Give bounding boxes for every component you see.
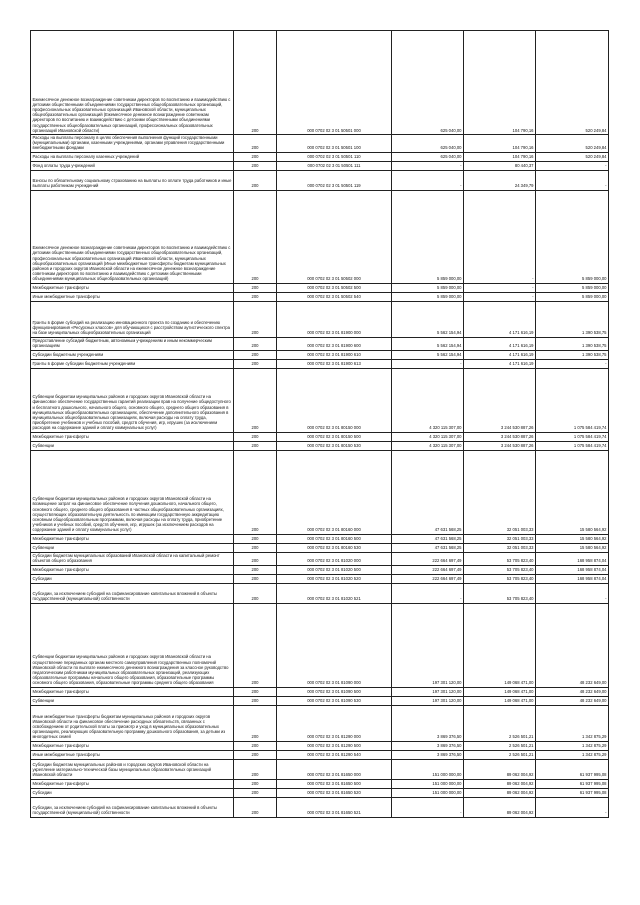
row-executed: 53 705 823,40 (464, 565, 536, 574)
row-code: 200 (234, 603, 277, 687)
row-planned: 625 040,00 (392, 152, 464, 161)
row-classification: 000 0702 02 3 01 50502 500 (277, 283, 392, 292)
row-planned: 47 631 568,25 (392, 543, 464, 552)
row-name: Субсидии бюджетным учреждениям (31, 350, 234, 359)
row-classification: 000 0702 02 3 01 50501 110 (277, 152, 392, 161)
row-executed: 104 790,16 (464, 135, 536, 153)
row-name: Субвенции (31, 543, 234, 552)
table-row (31, 161, 609, 170)
row-planned: 151 000 000,00 (392, 779, 464, 788)
row-code: 200 (234, 441, 277, 450)
row-classification: 000 0702 02 3 01 50501 000 (277, 31, 392, 135)
row-executed: 4 171 616,19 (464, 350, 536, 359)
table-row (31, 543, 609, 552)
row-executed: 3 244 530 887,26 (464, 441, 536, 450)
row-name: Межбюджетные трансферты (31, 432, 234, 441)
row-name: Субвенции бюджетам муниципальных районов и городских округов Ивановской области на возмещение затрат на финансовое обеспечение получения дошкольного, начального общего, основного общего, среднего общего образования в частных общеобразовательных организациях, осуществляющих образовательную деятельность по имеющим государственную аккредитацию основным общеобразовательным программам, включая расходы на оплату труда, приобретение учебников и учебных пособий, средств обучения, игр, игрушек (за исключением расходов на содержание зданий и оплату коммунальных услуг) (31, 450, 234, 534)
row-classification: 000 0702 02 3 01 81020 500 (277, 565, 392, 574)
table-row (31, 368, 609, 432)
table-row (31, 741, 609, 750)
row-planned: 4 320 115 307,00 (392, 432, 464, 441)
row-name: Иные межбюджетные трансферты (31, 750, 234, 759)
table-row (31, 441, 609, 450)
row-remaining: - (536, 359, 609, 368)
row-name: Субсидии бюджетам муниципальных районов и городских округов Ивановской области на укрепление материально-технической базы муниципальных образовательных организаций Ивановской области (31, 759, 234, 779)
row-code: 200 (234, 432, 277, 441)
row-code: 200 (234, 170, 277, 190)
table-row (31, 603, 609, 687)
table-row (31, 788, 609, 797)
row-classification: 000 0702 02 3 01 80160 500 (277, 534, 392, 543)
row-name: Предоставление субсидий бюджетным, автономным учреждениям и иным некоммерческим организациям (31, 337, 234, 350)
row-code: 200 (234, 337, 277, 350)
row-code: 200 (234, 135, 277, 153)
row-classification: 000 0702 02 3 01 80150 000 (277, 368, 392, 432)
row-planned: 3 869 376,50 (392, 750, 464, 759)
row-code: 200 (234, 696, 277, 705)
row-executed: 32 051 003,33 (464, 534, 536, 543)
row-executed: 2 526 501,21 (464, 750, 536, 759)
row-classification: 000 0702 02 3 01 81020 000 (277, 552, 392, 565)
row-code: 200 (234, 301, 277, 337)
row-name: Субсидии, за исключением субсидий на софинансирование капитальных вложений в объекты государственной (муниципальной) собственности (31, 797, 234, 817)
row-name: Межбюджетные трансферты (31, 687, 234, 696)
row-name: Иные межбюджетные трансферты (31, 292, 234, 301)
table-row (31, 759, 609, 779)
row-remaining: 15 580 564,92 (536, 534, 609, 543)
row-planned: 222 664 697,49 (392, 565, 464, 574)
row-remaining: - (536, 797, 609, 817)
table-row (31, 31, 609, 135)
row-name: Субсидии (31, 788, 234, 797)
row-code: 200 (234, 543, 277, 552)
row-remaining: 1 390 538,75 (536, 350, 609, 359)
row-code: 200 (234, 359, 277, 368)
budget-table-body (31, 31, 609, 818)
row-remaining: 168 958 874,04 (536, 565, 609, 574)
table-row (31, 359, 609, 368)
table-row (31, 779, 609, 788)
row-name: Межбюджетные трансферты (31, 283, 234, 292)
row-executed: 149 068 471,00 (464, 696, 536, 705)
row-classification: 000 0702 02 3 01 81290 540 (277, 750, 392, 759)
row-classification: 000 0702 02 3 01 50502 540 (277, 292, 392, 301)
row-name: Расходы на выплаты персоналу в целях обеспечения выполнения функций государственными (муниципальными) органами, казенными учреждениями, органами управления государственными внебюджетными фондами (31, 135, 234, 153)
row-code: 200 (234, 283, 277, 292)
row-planned: 5 859 000,00 (392, 292, 464, 301)
row-classification: 000 0702 02 3 01 81900 000 (277, 301, 392, 337)
row-code: 200 (234, 450, 277, 534)
row-classification: 000 0702 02 3 01 80150 530 (277, 441, 392, 450)
row-planned: 197 301 120,00 (392, 603, 464, 687)
row-planned: 47 631 568,25 (392, 450, 464, 534)
table-row (31, 152, 609, 161)
row-planned: - (392, 583, 464, 603)
table-row (31, 687, 609, 696)
row-planned: 197 301 120,00 (392, 687, 464, 696)
row-name: Ежемесячное денежное вознаграждение советникам директоров по воспитанию и взаимодействию с детскими общественными объединениями государственных общеобразовательных организаций, профессиональных образовательных организаций Ивановской области, муниципальных общеобразовательных организаций (Иные межбюджетные трансферты бюджетам муниципальных районов и городских округов Ивановской области на ежемесячное денежное вознаграждение советникам директоров по воспитанию и взаимодействию с детскими общественными объединениями муниципальных общеобразовательных организаций) (31, 190, 234, 283)
row-name: Субвенции (31, 441, 234, 450)
row-executed: 89 062 004,92 (464, 779, 536, 788)
row-classification: 000 0702 02 3 01 50502 000 (277, 190, 392, 283)
row-name: Расходы на выплаты персоналу казенных учреждений (31, 152, 234, 161)
row-executed: 53 705 823,40 (464, 552, 536, 565)
table-row (31, 350, 609, 359)
row-code: 200 (234, 152, 277, 161)
row-remaining: 61 937 995,08 (536, 788, 609, 797)
row-remaining: 1 075 584 419,74 (536, 368, 609, 432)
row-planned: 4 320 115 307,00 (392, 441, 464, 450)
row-code: 200 (234, 750, 277, 759)
table-row (31, 705, 609, 741)
row-code: 200 (234, 31, 277, 135)
row-executed: - (464, 190, 536, 283)
row-executed: 4 171 616,19 (464, 301, 536, 337)
row-classification: 000 0702 02 3 01 81020 520 (277, 574, 392, 583)
row-classification: 000 0702 02 3 01 81020 521 (277, 583, 392, 603)
row-classification: 000 0702 02 3 01 80160 530 (277, 543, 392, 552)
row-code: 200 (234, 705, 277, 741)
row-classification: 000 0702 02 3 01 50501 111 (277, 161, 392, 170)
row-code: 200 (234, 534, 277, 543)
row-classification: 000 0702 02 3 01 81290 500 (277, 741, 392, 750)
row-executed: 4 171 616,19 (464, 359, 536, 368)
table-row (31, 797, 609, 817)
table-row (31, 450, 609, 534)
row-classification: 000 0702 02 3 01 81900 600 (277, 337, 392, 350)
row-planned: 625 040,00 (392, 31, 464, 135)
row-remaining: 1 342 875,29 (536, 741, 609, 750)
row-executed: 149 068 471,00 (464, 603, 536, 687)
table-row (31, 135, 609, 153)
row-executed: - (464, 292, 536, 301)
row-executed: 32 051 003,33 (464, 543, 536, 552)
row-name: Субсидии, за исключением субсидий на софинансирование капитальных вложений в объекты государственной (муниципальной) собственности (31, 583, 234, 603)
row-remaining: - (536, 170, 609, 190)
row-executed: 89 062 004,92 (464, 759, 536, 779)
row-planned: 5 859 000,00 (392, 283, 464, 292)
row-executed: 24 349,79 (464, 170, 536, 190)
row-classification: 000 0702 02 3 01 81650 500 (277, 779, 392, 788)
row-planned: 222 664 697,49 (392, 552, 464, 565)
row-name: Фонд оплаты труда учреждений (31, 161, 234, 170)
row-classification: 000 0702 02 3 01 50501 100 (277, 135, 392, 153)
row-code: 200 (234, 797, 277, 817)
row-executed: 3 244 530 887,26 (464, 432, 536, 441)
table-row (31, 292, 609, 301)
row-executed: 3 244 530 887,26 (464, 368, 536, 432)
row-planned: 151 000 000,00 (392, 788, 464, 797)
row-remaining: 520 249,84 (536, 135, 609, 153)
row-name: Гранты в форме субсидии бюджетным учреждениям (31, 359, 234, 368)
row-remaining: 61 937 995,08 (536, 759, 609, 779)
row-remaining: 5 859 000,00 (536, 292, 609, 301)
row-code: 200 (234, 741, 277, 750)
row-planned: 222 664 697,49 (392, 574, 464, 583)
table-row (31, 696, 609, 705)
row-remaining: 5 859 000,00 (536, 283, 609, 292)
row-remaining: 1 390 538,75 (536, 301, 609, 337)
row-classification: 000 0702 02 3 01 80150 500 (277, 432, 392, 441)
row-planned: 625 040,00 (392, 135, 464, 153)
row-remaining: 1 342 875,29 (536, 750, 609, 759)
row-remaining: 520 249,84 (536, 31, 609, 135)
row-code: 200 (234, 292, 277, 301)
row-planned: - (392, 797, 464, 817)
row-classification: 000 0702 02 3 01 80160 000 (277, 450, 392, 534)
row-executed: - (464, 283, 536, 292)
row-name: Субвенции бюджетам муниципальных районов и городских округов Ивановской области на финансовое обеспечение государственных гарантий реализации прав на получение общедоступного и бесплатного дошкольного, начального общего, основного общего, среднего общего образования в муниципальных общеобразовательных организациях, обеспечение дополнительного образования в муниципальных общеобразовательных организациях, включая расходы на оплату труда, приобретение учебников и учебных пособий, средств обучения, игр, игрушек (за исключением расходов на содержание зданий и оплату коммунальных услуг) (31, 368, 234, 432)
row-planned: 3 869 376,50 (392, 705, 464, 741)
row-name: Взносы по обязательному социальному страхованию на выплаты по оплате труда работников и иные выплаты работникам учреждений (31, 170, 234, 190)
table-row (31, 301, 609, 337)
row-code: 200 (234, 161, 277, 170)
row-planned: 4 320 115 307,00 (392, 368, 464, 432)
row-planned: - (392, 170, 464, 190)
row-remaining: 168 958 874,04 (536, 574, 609, 583)
row-remaining: 1 342 875,29 (536, 705, 609, 741)
row-classification: 000 0702 02 3 01 81900 613 (277, 359, 392, 368)
row-name: Межбюджетные трансферты (31, 741, 234, 750)
row-executed: 89 062 004,92 (464, 797, 536, 817)
row-remaining: 61 937 995,08 (536, 779, 609, 788)
row-classification: 000 0702 02 3 01 81650 000 (277, 759, 392, 779)
row-planned: 5 562 154,94 (392, 337, 464, 350)
row-remaining: 1 075 584 419,74 (536, 441, 609, 450)
budget-table (30, 30, 609, 818)
row-executed: 53 705 823,40 (464, 583, 536, 603)
table-row (31, 750, 609, 759)
row-planned: 151 000 000,00 (392, 759, 464, 779)
row-executed: 89 062 004,92 (464, 788, 536, 797)
row-remaining: 15 580 564,92 (536, 543, 609, 552)
row-code: 200 (234, 687, 277, 696)
row-code: 200 (234, 368, 277, 432)
table-row (31, 190, 609, 283)
table-row (31, 432, 609, 441)
row-executed: 104 790,16 (464, 152, 536, 161)
table-row (31, 534, 609, 543)
row-name: Субвенции бюджетам муниципальных районов и городских округов Ивановской области на осуществление переданных органам местного самоуправления государственных полномочий Ивановской области по выплате ежемесячного денежного вознаграждения за классное руководство педагогическим работникам муниципальных образовательных организаций, реализующих образовательные программы начального общего образования, образовательные программы основного общего образования, образовательные программы среднего общего образования (31, 603, 234, 687)
row-remaining: 5 859 000,00 (536, 190, 609, 283)
table-row (31, 574, 609, 583)
row-executed: 104 790,16 (464, 31, 536, 135)
row-code: 200 (234, 190, 277, 283)
row-code: 200 (234, 779, 277, 788)
row-remaining: 1 390 538,75 (536, 337, 609, 350)
row-classification: 000 0702 02 3 01 81290 000 (277, 705, 392, 741)
row-remaining: - (536, 583, 609, 603)
row-executed: 32 051 003,33 (464, 450, 536, 534)
row-name: Иные межбюджетные трансферты бюджетам муниципальных районов и городских округов Ивановской области на финансовое обеспечение расходных обязательств, связанных с освобождением от родительской платы за присмотр и уход в муниципальных образовательных организациях, реализующих образовательную программу дошкольного образования, за детьми из многодетных семей (31, 705, 234, 741)
row-code: 200 (234, 583, 277, 603)
row-planned: 47 631 568,25 (392, 534, 464, 543)
table-row (31, 337, 609, 350)
row-remaining: 48 232 649,00 (536, 603, 609, 687)
row-code: 200 (234, 350, 277, 359)
row-remaining: - (536, 161, 609, 170)
row-planned: 5 859 000,00 (392, 190, 464, 283)
row-remaining: 520 249,84 (536, 152, 609, 161)
row-code: 200 (234, 574, 277, 583)
row-code: 200 (234, 759, 277, 779)
row-planned: 5 562 154,94 (392, 301, 464, 337)
row-name: Гранты в форме субсидий на реализацию инновационного проекта по созданию и обеспечению функционирования «Ресурсных классов» для обучающихся с расстройством аутистического спектра на базе муниципальных общеобразовательных организаций (31, 301, 234, 337)
table-row (31, 583, 609, 603)
table-row (31, 170, 609, 190)
row-code: 200 (234, 565, 277, 574)
row-code: 200 (234, 552, 277, 565)
table-row (31, 565, 609, 574)
row-classification: 000 0702 02 3 01 81090 500 (277, 687, 392, 696)
row-executed: 2 526 501,21 (464, 705, 536, 741)
row-classification: 000 0702 02 3 01 81090 000 (277, 603, 392, 687)
row-name: Межбюджетные трансферты (31, 534, 234, 543)
row-name: Субвенции (31, 696, 234, 705)
row-name: Межбюджетные трансферты (31, 779, 234, 788)
row-name: Субсидии (31, 574, 234, 583)
table-row (31, 283, 609, 292)
row-remaining: 15 580 564,92 (536, 450, 609, 534)
table-row (31, 552, 609, 565)
row-executed: 149 068 471,00 (464, 687, 536, 696)
row-planned: 197 301 120,00 (392, 696, 464, 705)
row-planned: 3 869 376,50 (392, 741, 464, 750)
row-name: Межбюджетные трансферты (31, 565, 234, 574)
row-planned: - (392, 161, 464, 170)
row-name: Ежемесячное денежное вознаграждение советникам директоров по воспитанию и взаимодействию с детскими общественными объединениями государственных общеобразовательных организаций, профессиональных образовательных организаций Ивановской области, муниципальных общеобразовательных организаций (Ежемесячное денежное вознаграждение советникам директоров по воспитанию и взаимодействию с детскими общественными объединениями государственных общеобразовательных организаций, профессиональных образовательных организаций Ивановской области) (31, 31, 234, 135)
row-executed: 4 171 616,19 (464, 337, 536, 350)
row-remaining: 168 958 874,04 (536, 552, 609, 565)
row-classification: 000 0702 02 3 01 50501 119 (277, 170, 392, 190)
row-planned: 5 562 154,94 (392, 350, 464, 359)
row-classification: 000 0702 02 3 01 81090 530 (277, 696, 392, 705)
row-executed: 2 526 501,21 (464, 741, 536, 750)
row-remaining: 1 075 584 419,74 (536, 432, 609, 441)
row-classification: 000 0702 02 3 01 81900 610 (277, 350, 392, 359)
row-remaining: 48 232 649,00 (536, 696, 609, 705)
row-name: Субсидии бюджетам муниципальных образований Ивановской области на капитальный ремонт объектов общего образования (31, 552, 234, 565)
row-code: 200 (234, 788, 277, 797)
row-classification: 000 0702 02 3 01 81650 520 (277, 788, 392, 797)
row-remaining: 48 232 649,00 (536, 687, 609, 696)
row-classification: 000 0702 02 3 01 81650 521 (277, 797, 392, 817)
row-executed: 80 440,37 (464, 161, 536, 170)
row-planned: - (392, 359, 464, 368)
row-executed: 53 705 823,40 (464, 574, 536, 583)
